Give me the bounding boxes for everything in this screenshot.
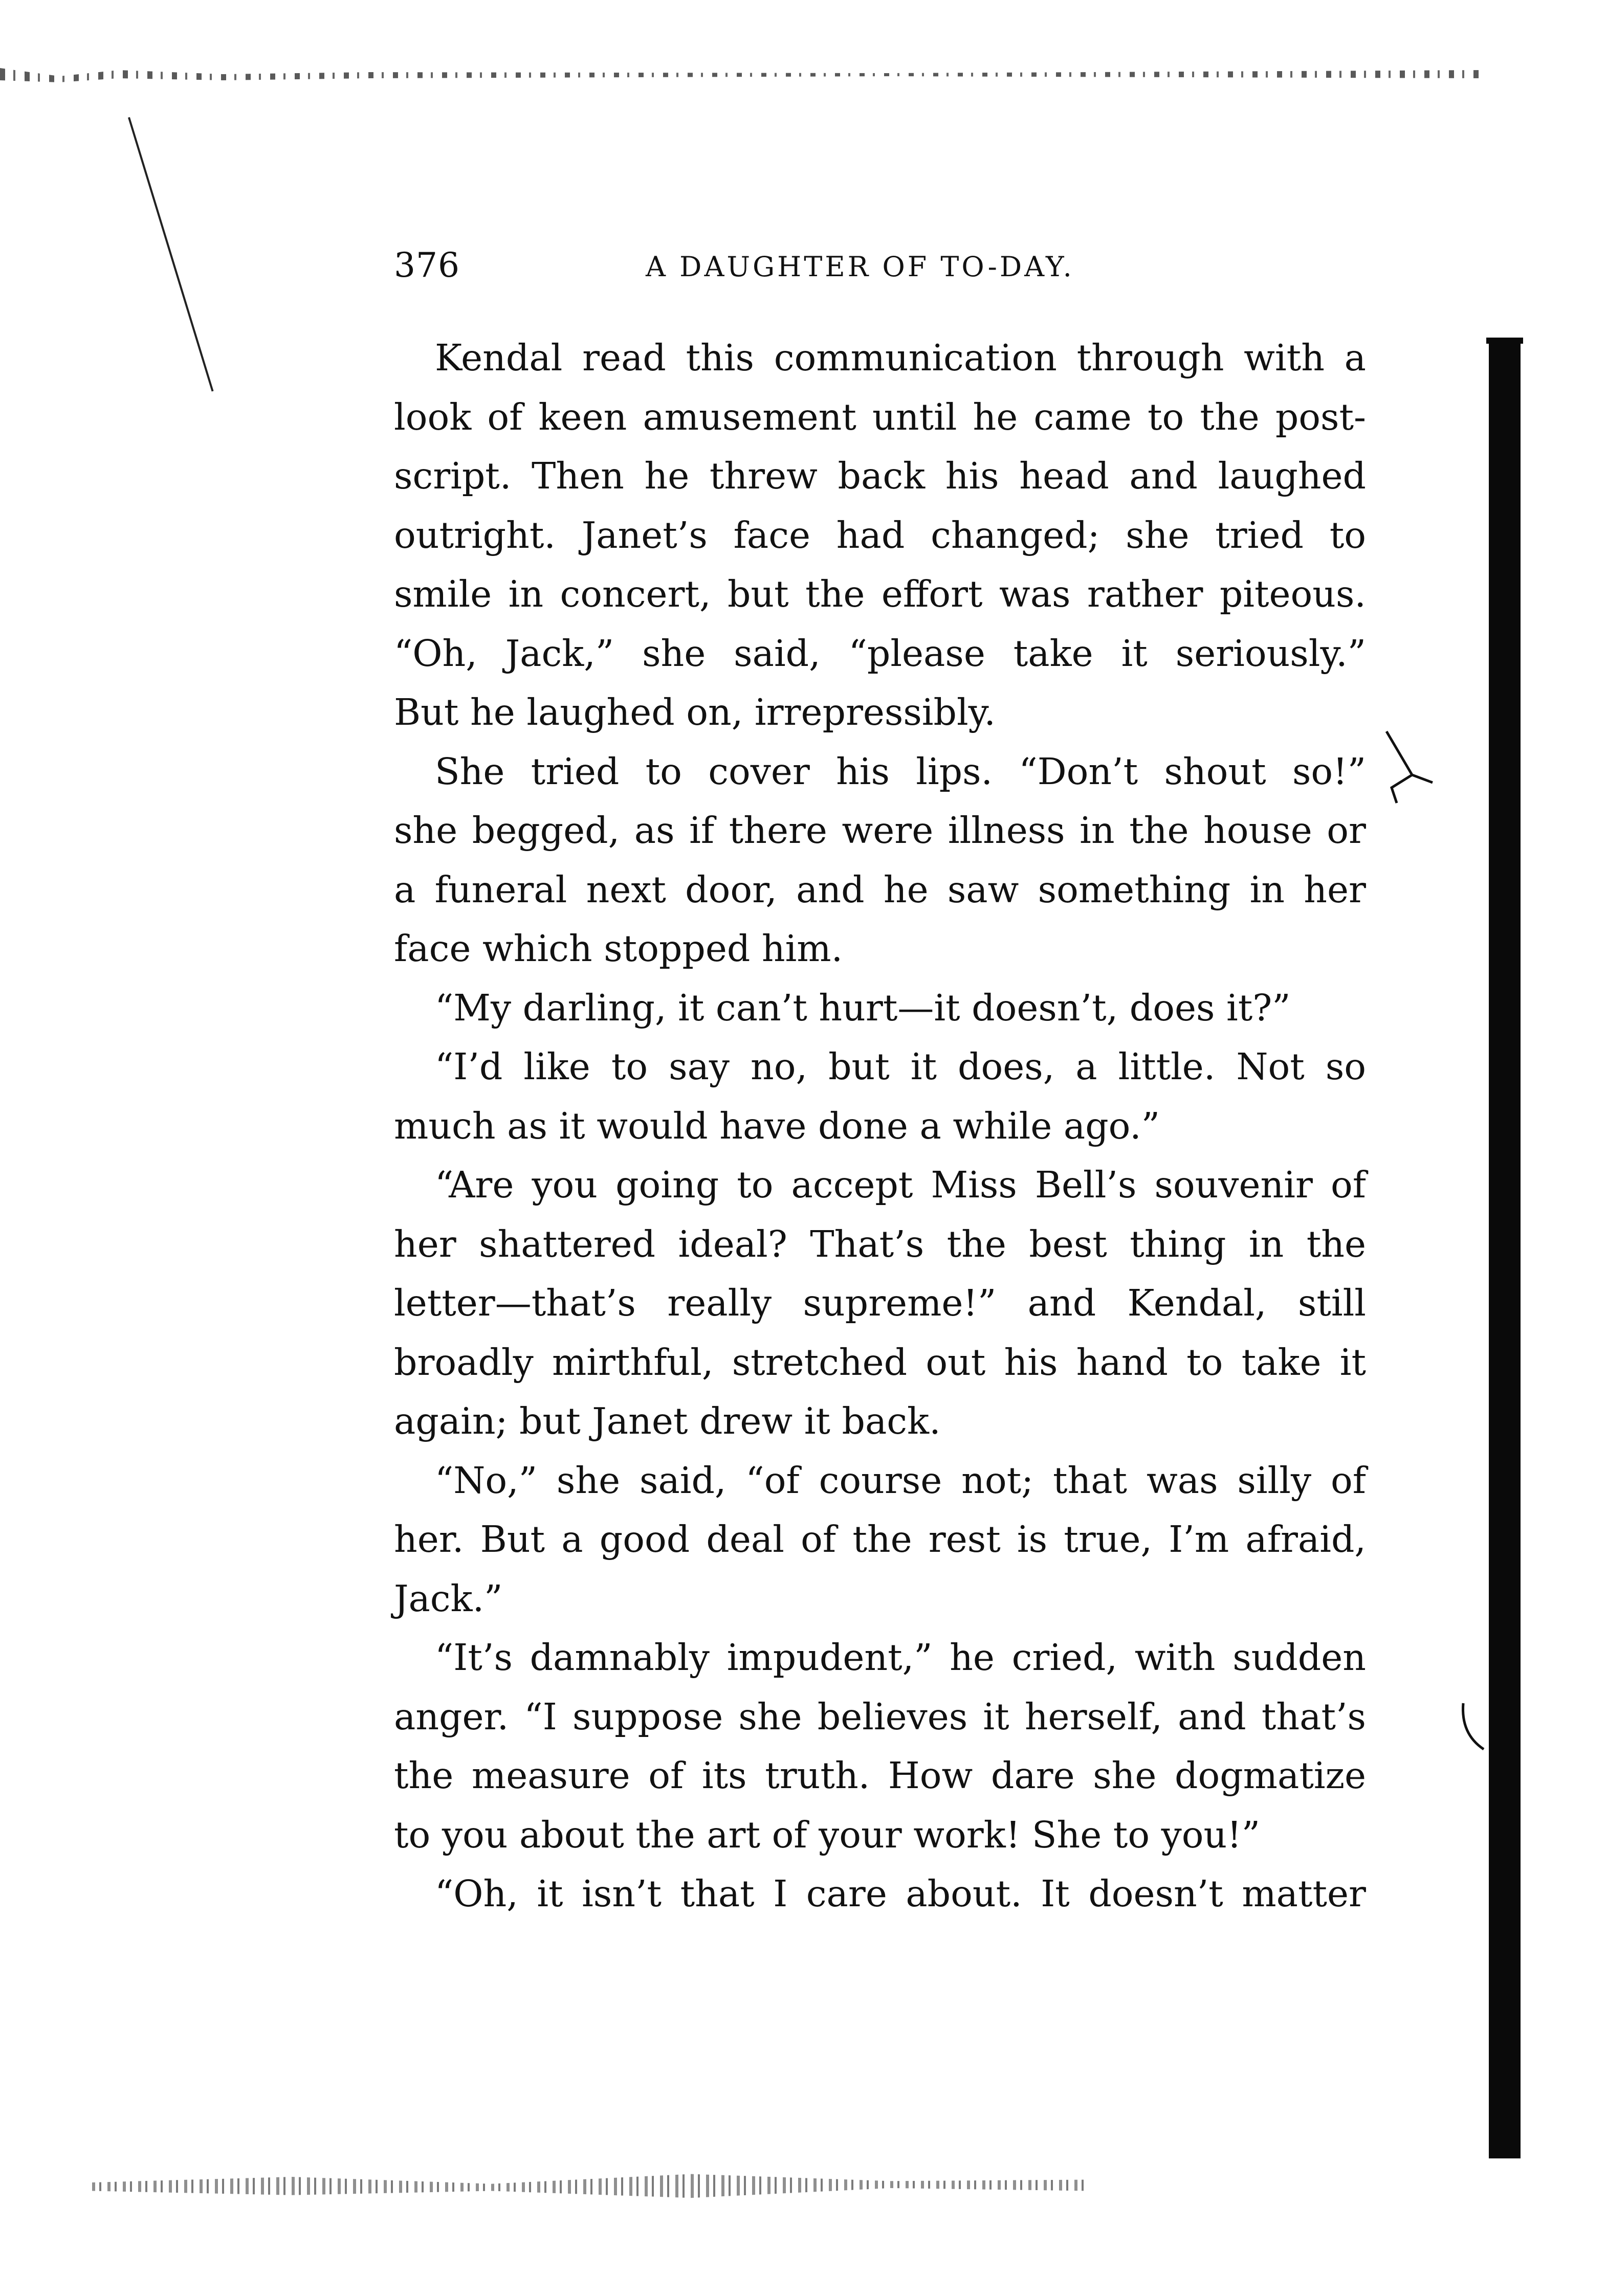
text-line: smile in concert, but the effort was rather piteous. [394,573,1366,615]
text-line: “I’d like to say no, but it does, a little. Not so [435,1045,1366,1088]
text-line: “Oh, Jack,” she said, “please take it seriously.” [394,632,1366,675]
page-number: 376 [394,246,460,285]
text-line: But he laughed on, irrepressibly. [394,691,996,733]
text-line: much as it would have done a while ago.” [394,1104,1160,1147]
text-line: the measure of its truth. How dare she dogmatize [394,1754,1366,1797]
text-line: again; but Janet drew it back. [394,1400,941,1442]
running-head: A DAUGHTER OF TO-DAY. [646,251,1074,283]
text-line: broadly mirthful, stretched out his hand to take it [394,1341,1366,1384]
text-line: her shattered ideal? That’s the best thing in the [394,1222,1366,1265]
text-line: she begged, as if there were illness in the house or [394,809,1366,852]
text-line: outright. Janet’s face had changed; she tried to [394,514,1366,556]
page-header [394,240,1366,302]
text-line: letter—that’s really supreme!” and Kendal, still [394,1282,1366,1324]
scan-noise-top [0,64,1484,84]
text-line: “No,” she said, “of course not; that was silly of [435,1459,1366,1502]
body-text [394,328,1366,1924]
text-line: “Are you going to accept Miss Bell’s souvenir of [435,1164,1366,1206]
scan-margin-line [128,117,214,392]
text-line: anger. “I suppose she believes it herself, and that’s [394,1695,1366,1738]
scan-noise-bottom [92,2171,1090,2199]
text-line: “It’s damnably impudent,” he cried, with sudden [435,1636,1366,1679]
text-line: “Oh, it isn’t that I care about. It doesn’t matter [435,1873,1366,1915]
scan-edge-bar [1489,340,1521,2158]
margin-pen-mark [1376,726,1438,808]
text-line: a funeral next door, and he saw something in her [394,868,1366,911]
text-line: She tried to cover his lips. “Don’t shout so!” [435,750,1366,793]
margin-pen-mark-2 [1458,1698,1489,1759]
text-line: face which stopped him. [394,927,843,970]
text-line: script. Then he threw back his head and laughed [394,455,1366,497]
text-line: her. But a good deal of the rest is true, I’m afraid, [394,1518,1366,1561]
text-line: Kendal read this communication through with a [435,337,1366,379]
text-line: “My darling, it can’t hurt—it doesn’t, does it?” [435,986,1291,1029]
text-line: look of keen amusement until he came to the post- [394,395,1366,438]
text-line: Jack.” [394,1577,503,1620]
book-page [394,240,1366,1924]
text-line: to you about the art of your work! She to you!” [394,1813,1261,1856]
